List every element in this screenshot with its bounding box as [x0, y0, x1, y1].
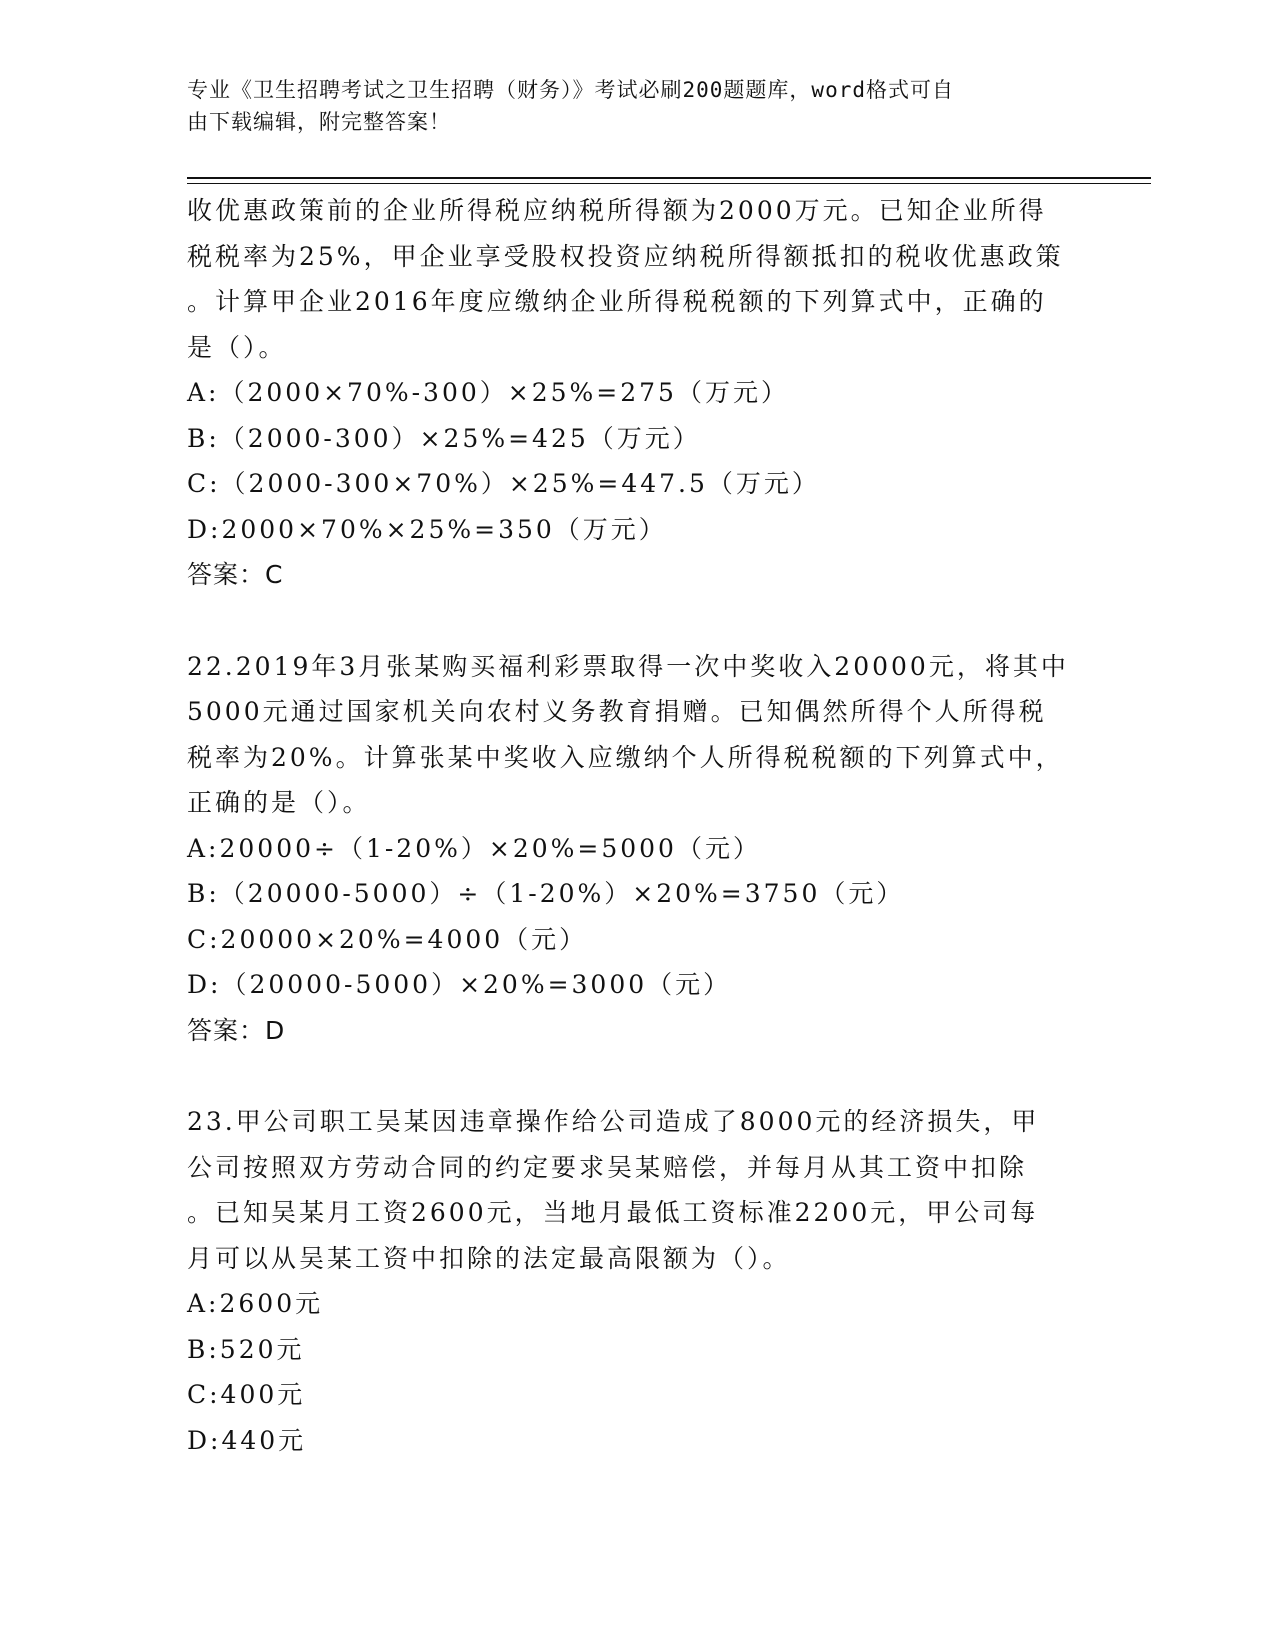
- option-a: A:20000÷（1-20%）×20%=5000（元）: [187, 833, 761, 863]
- question-stem-line: 是（）。: [187, 332, 287, 362]
- option-d: D:440元: [187, 1425, 307, 1455]
- question-stem-line: 22.2019年3月张某购买福利彩票取得一次中奖收入20000元，将其中: [187, 651, 1069, 681]
- header-line-1: 专业《卫生招聘考试之卫生招聘（财务）》考试必刷200题题库，word格式可自: [187, 78, 954, 102]
- option-b: B:（2000-300）×25%=425（万元）: [187, 423, 701, 453]
- answer-label: 答案：D: [187, 1015, 286, 1045]
- question-stem-line: 税率为20%。计算张某中奖收入应缴纳个人所得税税额的下列算式中，: [187, 742, 1064, 772]
- option-a: A:2600元: [187, 1289, 324, 1318]
- question-stem-line: 公司按照双方劳动合同的约定要求吴某赔偿，并每月从其工资中扣除: [187, 1152, 1028, 1182]
- question-stem-line: 税税率为25%，甲企业享受股权投资应纳税所得额抵扣的税收优惠政策: [187, 241, 1064, 271]
- question-21: [187, 188, 1077, 598]
- question-stem-line: 正确的是（）。: [187, 788, 371, 817]
- option-d: D:（20000-5000）×20%=3000（元）: [187, 970, 732, 999]
- question-stem-line: 。计算甲企业2016年度应缴纳企业所得税税额的下列算式中，正确的: [187, 287, 1047, 316]
- document-body: [187, 188, 1077, 1463]
- option-c: C:20000×20%=4000（元）: [187, 924, 588, 954]
- option-d: D:2000×70%×25%=350（万元）: [187, 514, 667, 544]
- question-stem-line: 。已知吴某月工资2600元，当地月最低工资标准2200元，甲公司每: [187, 1198, 1039, 1227]
- answer-label: 答案：C: [187, 560, 284, 589]
- question-spacer: [187, 1053, 1077, 1099]
- option-b: B:520元: [187, 1334, 305, 1364]
- question-spacer: [187, 598, 1077, 644]
- header-divider-thin: [187, 183, 1151, 184]
- question-stem-line: 月可以从吴某工资中扣除的法定最高限额为（）。: [187, 1243, 791, 1273]
- question-stem-line: 收优惠政策前的企业所得税应纳税所得额为2000万元。已知企业所得: [187, 196, 1047, 225]
- option-b: B:（20000-5000）÷（1-20%）×20%=3750（元）: [187, 879, 905, 908]
- question-22: [187, 644, 1077, 1054]
- option-c: C:（2000-300×70%）×25%=447.5（万元）: [187, 469, 820, 498]
- header-divider-thick: [187, 177, 1151, 179]
- option-c: C:400元: [187, 1380, 306, 1409]
- option-a: A:（2000×70%-300）×25%=275（万元）: [187, 378, 789, 407]
- header-line-2: 由下载编辑，附完整答案！: [187, 110, 451, 134]
- question-stem-line: 23.甲公司职工吴某因违章操作给公司造成了8000元的经济损失，甲: [187, 1107, 1040, 1136]
- document-header: [187, 74, 1067, 138]
- question-stem-line: 5000元通过国家机关向农村义务教育捐赠。已知偶然所得个人所得税: [187, 697, 1047, 726]
- question-23: [187, 1099, 1077, 1463]
